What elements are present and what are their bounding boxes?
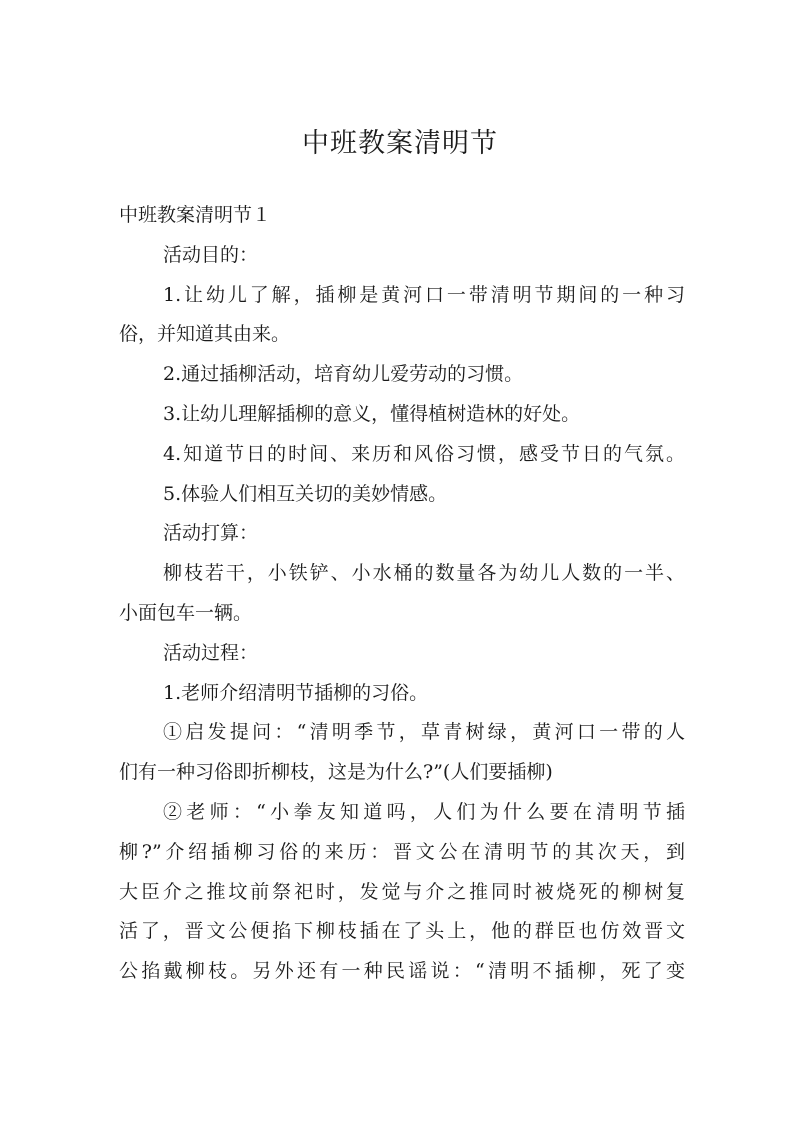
paragraph-line: 活动目的：: [163, 243, 259, 266]
paragraph-line: 5.体验人们相互关切的美妙情感。: [163, 482, 448, 505]
paragraph-line: 大臣介之推坟前祭祀时，发觉与介之推同时被烧死的柳树复: [119, 880, 685, 903]
document-title: 中班教案清明节: [302, 128, 498, 159]
paragraph-line: 公掐戴柳枝。另外还有一种民谣说：“清明不插柳，死了变: [119, 960, 685, 983]
document-body: [119, 196, 685, 992]
paragraph-line: 活动打算：: [163, 522, 259, 545]
paragraph-line: 俗，并知道其由来。: [119, 323, 291, 346]
paragraph-line: ②老师：“小拳友知道吗，人们为什么要在清明节插: [163, 800, 685, 823]
paragraph-line: 4.知道节日的时间、来历和风俗习惯，感受节日的气氛。: [163, 442, 685, 465]
paragraph-line: 3.让幼儿理解插柳的意义，懂得植树造林的好处。: [163, 402, 581, 425]
paragraph-line: 活了，晋文公便掐下柳枝插在了头上，他的群臣也仿效晋文: [119, 920, 685, 943]
paragraph-line: 1.让幼儿了解，插柳是黄河口一带清明节期间的一种习: [163, 283, 685, 306]
paragraph-line: 小面包车一辆。: [119, 601, 253, 624]
paragraph-line: 们有一种习俗即折柳枝，这是为什么?”(人们要插柳): [119, 761, 553, 784]
paragraph-line: ①启发提问：“清明季节，草青树绿，黄河口一带的人: [163, 721, 685, 744]
paragraph-line: 柳枝若干，小铁铲、小水桶的数量各为幼儿人数的一半、: [163, 562, 685, 585]
paragraph-line: 活动过程：: [163, 641, 259, 664]
paragraph-line: 柳?”介绍插柳习俗的来历：晋文公在清明节的其次天，到: [119, 840, 685, 863]
paragraph-line: 2.通过插柳活动，培育幼儿爱劳动的习惯。: [163, 363, 524, 386]
section-heading: 中班教案清明节１: [119, 204, 272, 226]
paragraph-line: 1.老师介绍清明节插柳的习俗。: [163, 681, 429, 704]
